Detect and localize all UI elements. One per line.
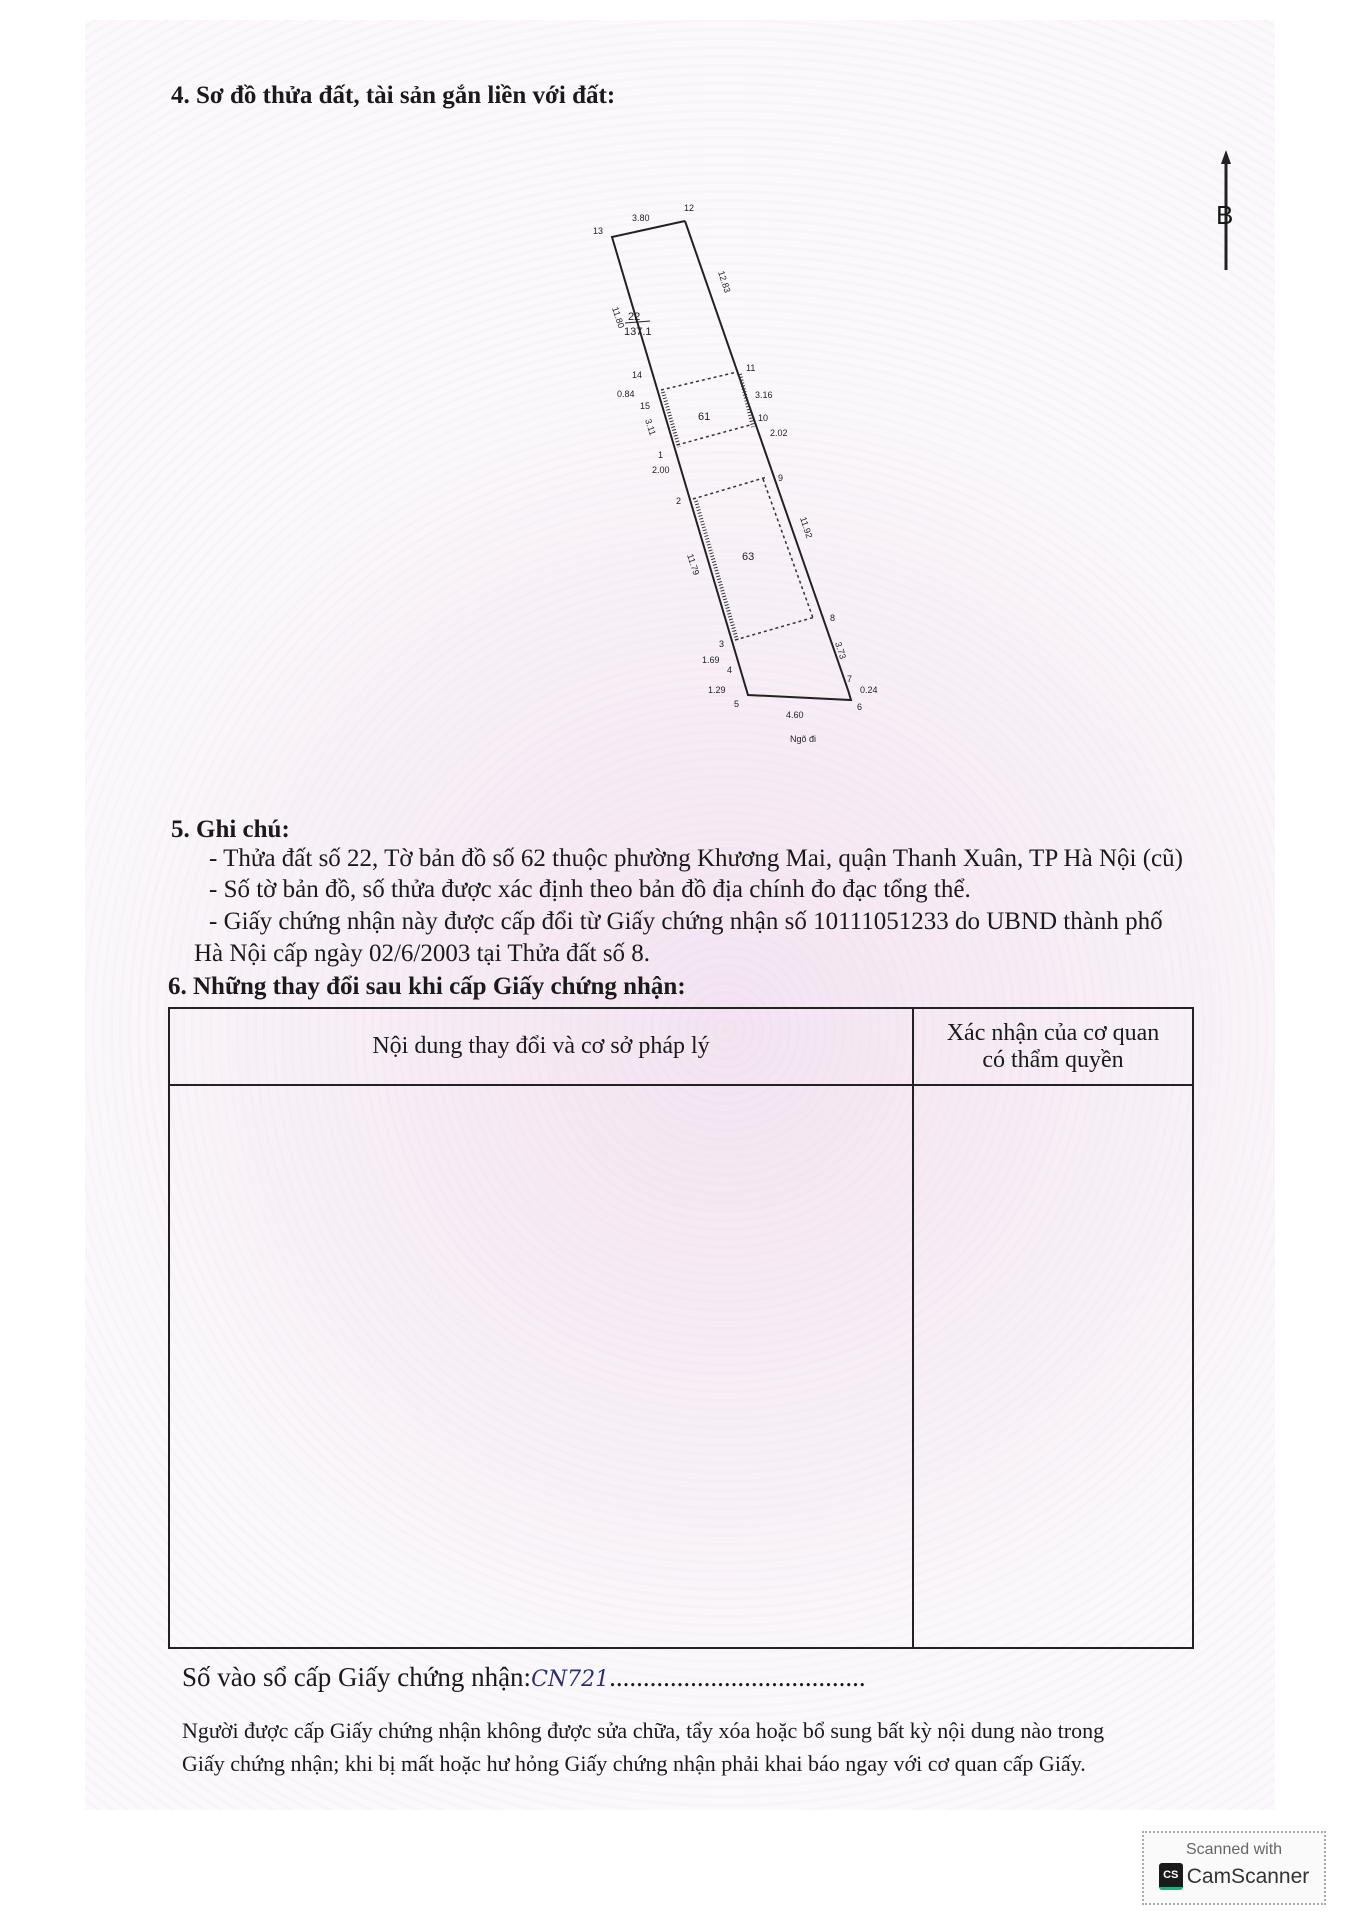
diagram-lengths-p4_5: 1.29 <box>708 685 726 695</box>
diagram-points-12: 13 <box>593 226 604 236</box>
camscanner-watermark <box>1142 1831 1326 1905</box>
diagram-lengths-p7_6: 0.24 <box>860 685 878 695</box>
diagram-lengths-top: 3.80 <box>632 213 650 223</box>
diagram-points-3: 4 <box>727 665 733 675</box>
diagram-points-14: 15 <box>640 401 651 411</box>
diagram-points-9: 10 <box>758 413 769 423</box>
warning-line: Người được cấp Giấy chứng nhận không được sửa chữa, tẩy xóa hoặc bổ sung bất kỳ nội dung nào trong <box>182 1718 1105 1743</box>
dashed-line-1-10 <box>677 425 750 445</box>
dashed-line-3-8 <box>735 617 815 640</box>
registry-line <box>182 1662 866 1693</box>
note-line: - Thửa đất số 22, Tờ bản đồ số 62 thuộc phường Khương Mai, quận Thanh Xuân, TP Hà Nội (cũ) <box>209 845 1183 872</box>
diagram-points-11: 12 <box>684 203 695 213</box>
parcel-boundary <box>612 221 851 700</box>
column-header-content <box>169 1008 913 1085</box>
diagram-points-4: 5 <box>734 699 740 709</box>
diagram-lengths-p3_4: 1.69 <box>702 655 720 665</box>
parcel-area: 137.1 <box>624 326 652 338</box>
diagram-points-7: 8 <box>830 613 836 623</box>
diagram-lengths-left_top: 11.80 <box>610 305 627 330</box>
column-header-confirmation <box>913 1008 1193 1085</box>
diagram-points-0: 1 <box>658 450 664 460</box>
section6-col2_line2: có thẩm quyền <box>982 1046 1124 1073</box>
warning-line: Giấy chứng nhận; khi bị mất hoặc hư hỏng Giấy chứng nhận phải khai báo ngay với cơ quan cấp Giấy. <box>182 1751 1086 1776</box>
diagram-lengths-p2_3: 11.79 <box>685 552 702 577</box>
dotted-inner-9-8 <box>763 479 813 618</box>
section6-col2_line1: Xác nhận của cơ quan <box>946 1019 1160 1046</box>
camscanner-logo-icon: CS <box>1159 1863 1183 1890</box>
diagram-points-1: 2 <box>676 496 682 506</box>
registry-label: Số vào sổ cấp Giấy chứng nhận: <box>182 1662 532 1692</box>
diagram-lengths-p11_10: 3.16 <box>755 390 773 400</box>
registry-dots: ...................................... <box>609 1662 866 1692</box>
note-line: - Số tờ bản đồ, số thửa được xác định theo bản đồ địa chính đo đạc tổng thể. <box>209 876 971 903</box>
section5-title: 5. Ghi chú: <box>171 816 290 843</box>
street-label: Ngõ đi <box>790 734 817 744</box>
section6-title: 6. Những thay đổi sau khi cấp Giấy chứng nhận: <box>168 973 686 1000</box>
hatch-2-3 <box>696 501 737 640</box>
changes-table <box>168 1007 1194 1649</box>
dashed-line-2-9 <box>693 477 767 499</box>
parcel-number: 22 <box>628 311 641 323</box>
parcel-diagram <box>0 0 1356 800</box>
diagram-lengths-p1_2: 2.00 <box>652 465 670 475</box>
diagram-points-6: 7 <box>847 674 853 684</box>
diagram-lengths-bottom: 4.60 <box>786 710 804 720</box>
confirmation-cell <box>913 1085 1193 1648</box>
diagram-lengths-p15_1: 3.11 <box>643 417 658 437</box>
north-label: B <box>1216 200 1234 230</box>
diagram-points-13: 14 <box>632 370 643 380</box>
area-2: 63 <box>742 551 755 563</box>
diagram-lengths-p9_8: 11.92 <box>798 515 815 540</box>
content-cell <box>169 1085 913 1648</box>
diagram-lengths-right_top: 12.83 <box>716 269 733 295</box>
camscanner-brand: CamScanner <box>1186 1864 1310 1888</box>
section6-col1: Nội dung thay đổi và cơ sở pháp lý <box>372 1033 710 1059</box>
dashed-line-14-11 <box>661 372 737 390</box>
diagram-lengths-p8_7: 3.73 <box>833 640 849 661</box>
section4-title: 4. Sơ đồ thửa đất, tài sản gắn liền với đất: <box>171 82 616 109</box>
note-line: Hà Nội cấp ngày 02/6/2003 tại Thửa đất số 8. <box>194 940 651 967</box>
diagram-points-8: 9 <box>778 473 784 483</box>
diagram-points-10: 11 <box>746 363 756 373</box>
note-line: - Giấy chứng nhận này được cấp đổi từ Giấy chứng nhận số 10111051233 do UBND thành phố <box>209 908 1163 935</box>
registry-number: CN721 <box>531 1667 610 1692</box>
diagram-points-2: 3 <box>719 639 725 649</box>
camscanner-line1: Scanned with <box>1185 1841 1283 1858</box>
diagram-lengths-p10_9: 2.02 <box>770 428 788 438</box>
diagram-lengths-p14_15: 0.84 <box>617 389 635 399</box>
diagram-points-5: 6 <box>857 702 863 712</box>
area-1: 61 <box>698 411 711 423</box>
